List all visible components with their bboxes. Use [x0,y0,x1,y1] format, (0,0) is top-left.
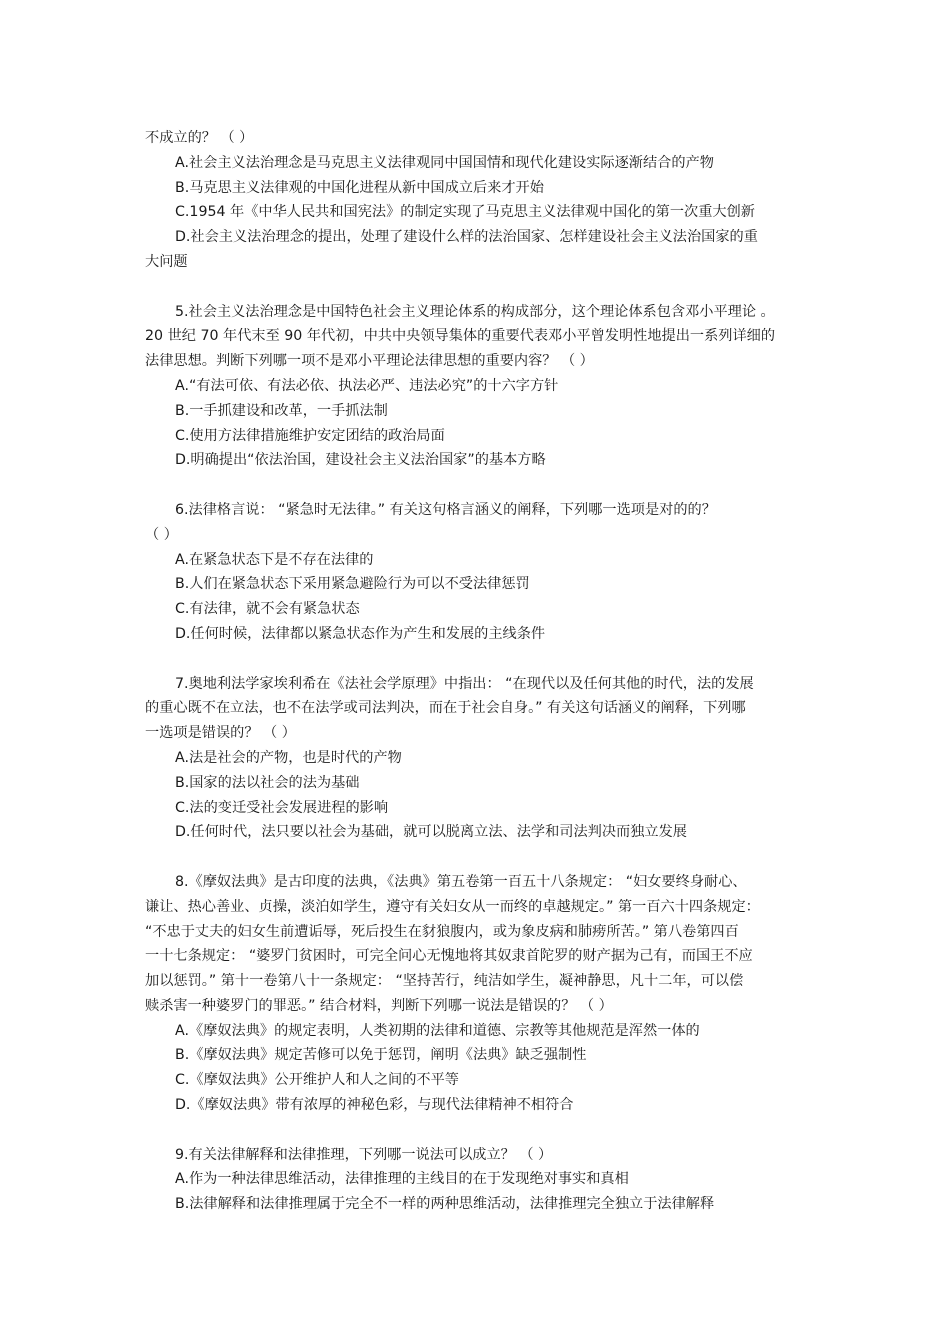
document-page [145,126,810,1217]
text-line: 一选项是错误的？ （ ） [145,725,296,742]
text-line: （ ） [145,526,178,543]
answer-option-line: D.社会主义法治理念的提出，处理了建设什么样的法治国家、怎样建设社会主义法治国家的重 [175,229,758,246]
answer-option-line: B.国家的法以社会的法为基础 [175,774,360,791]
answer-option-line: B.《摩奴法典》规定苦修可以免于惩罚，阐明《法典》缺乏强制性 [175,1047,587,1064]
answer-option-line: A.社会主义法治理念是马克思主义法律观同中国国情和现代化建设实际逐渐结合的产物 [175,154,714,171]
text-line: 一十七条规定： “婆罗门贫困时，可完全问心无愧地将其奴隶首陀罗的财产据为己有，而国王不应 [145,948,753,965]
answer-option-line: B.马克思主义法律观的中国化进程从新中国成立后来才开始 [175,179,544,196]
answer-option-line: C.《摩奴法典》公开维护人和人之间的不平等 [175,1072,459,1089]
answer-option-line: A.《摩奴法典》的规定表明，人类初期的法律和道德、宗教等其他规范是浑然一体的 [175,1022,700,1039]
answer-option-line: B.人们在紧急状态下采用紧急避险行为可以不受法律惩罚 [175,576,530,593]
answer-option-line: C.1954 年《中华人民共和国宪法》的制定实现了马克思主义法律观中国化的第一次重大创新 [175,204,755,221]
paragraph-gap [145,1118,810,1143]
answer-option-line: A.“有法可依、有法必依、执法必严、违法必究”的十六字方针 [175,377,559,394]
question-line: 7.奥地利法学家埃利希在《法社会学原理》中指出： “在现代以及任何其他的时代，法的发展 [175,675,754,692]
paragraph-gap [145,845,810,870]
question-line: 5.社会主义法治理念是中国特色社会主义理论体系的构成部分，这个理论体系包含邓小平理论 。 [175,303,775,320]
text-line: “不忠于丈夫的妇女生前遭诟辱，死后投生在豺狼腹内，或为象皮病和肺痨所苦。” 第八卷第四百 [145,923,739,940]
text-line: 大问题 [145,253,188,270]
paragraph-gap [145,473,810,498]
answer-option-line: D.《摩奴法典》带有浓厚的神秘色彩，与现代法律精神不相符合 [175,1097,574,1114]
paragraph-gap [145,275,810,300]
text-line: 赎杀害一种婆罗门的罪恶。” 结合材料，判断下列哪一说法是错误的？ （ ） [145,997,613,1014]
question-line: 9.有关法律解释和法律推理，下列哪一说法可以成立？ （ ） [175,1146,553,1163]
answer-option-line: D.任何时代，法只要以社会为基础，就可以脱离立法、法学和司法判决而独立发展 [175,824,687,841]
answer-option-line: C.法的变迁受社会发展进程的影响 [175,799,389,816]
question-line: 8.《摩奴法典》是古印度的法典，《法典》第五卷第一百五十八条规定： “妇女要终身耐心、 [175,873,747,890]
text-line: 谦让、热心善业、贞操，淡泊如学生，遵守有关妇女从一而终的卓越规定。” 第一百六十四条规定： [145,898,760,915]
answer-option-line: A.法是社会的产物，也是时代的产物 [175,749,402,766]
text-line: 20 世纪 70 年代末至 90 年代初，中共中央领导集体的重要代表邓小平曾发明性地提出一系列详细的 [145,328,776,345]
answer-option-line: D.明确提出“依法治国，建设社会主义法治国家”的基本方略 [175,452,546,469]
question-line: 6.法律格言说： “紧急时无法律。” 有关这句格言涵义的阐释，下列哪一选项是对的的？ [175,501,716,518]
text-line: 的重心既不在立法，也不在法学或司法判决，而在于社会自身。” 有关这句话涵义的阐释，下列哪 [145,700,746,717]
answer-option-line: A.作为一种法律思维活动，法律推理的主线目的在于发现绝对事实和真相 [175,1171,629,1188]
answer-option-line: C.使用方法律措施维护安定团结的政治局面 [175,427,445,444]
text-line: 不成立的？ （ ） [145,130,254,146]
text-line: 加以惩罚。” 第十一卷第八十一条规定： “坚持苦行，纯洁如学生，凝神静思，凡十二年，可以偿 [145,973,744,990]
answer-option-line: C.有法律，就不会有紧急状态 [175,601,360,618]
answer-option-line: D.任何时候，法律都以紧急状态作为产生和发展的主线条件 [175,625,546,642]
answer-option-line: B.法律解释和法律推理属于完全不一样的两种思维活动，法律推理完全独立于法律解释 [175,1196,715,1213]
answer-option-line: A.在紧急状态下是不存在法律的 [175,551,374,568]
paragraph-gap [145,647,810,672]
answer-option-line: B.一手抓建设和改革，一手抓法制 [175,402,388,419]
text-line: 法律思想。判断下列哪一项不是邓小平理论法律思想的重要内容？ （ ） [145,353,594,370]
